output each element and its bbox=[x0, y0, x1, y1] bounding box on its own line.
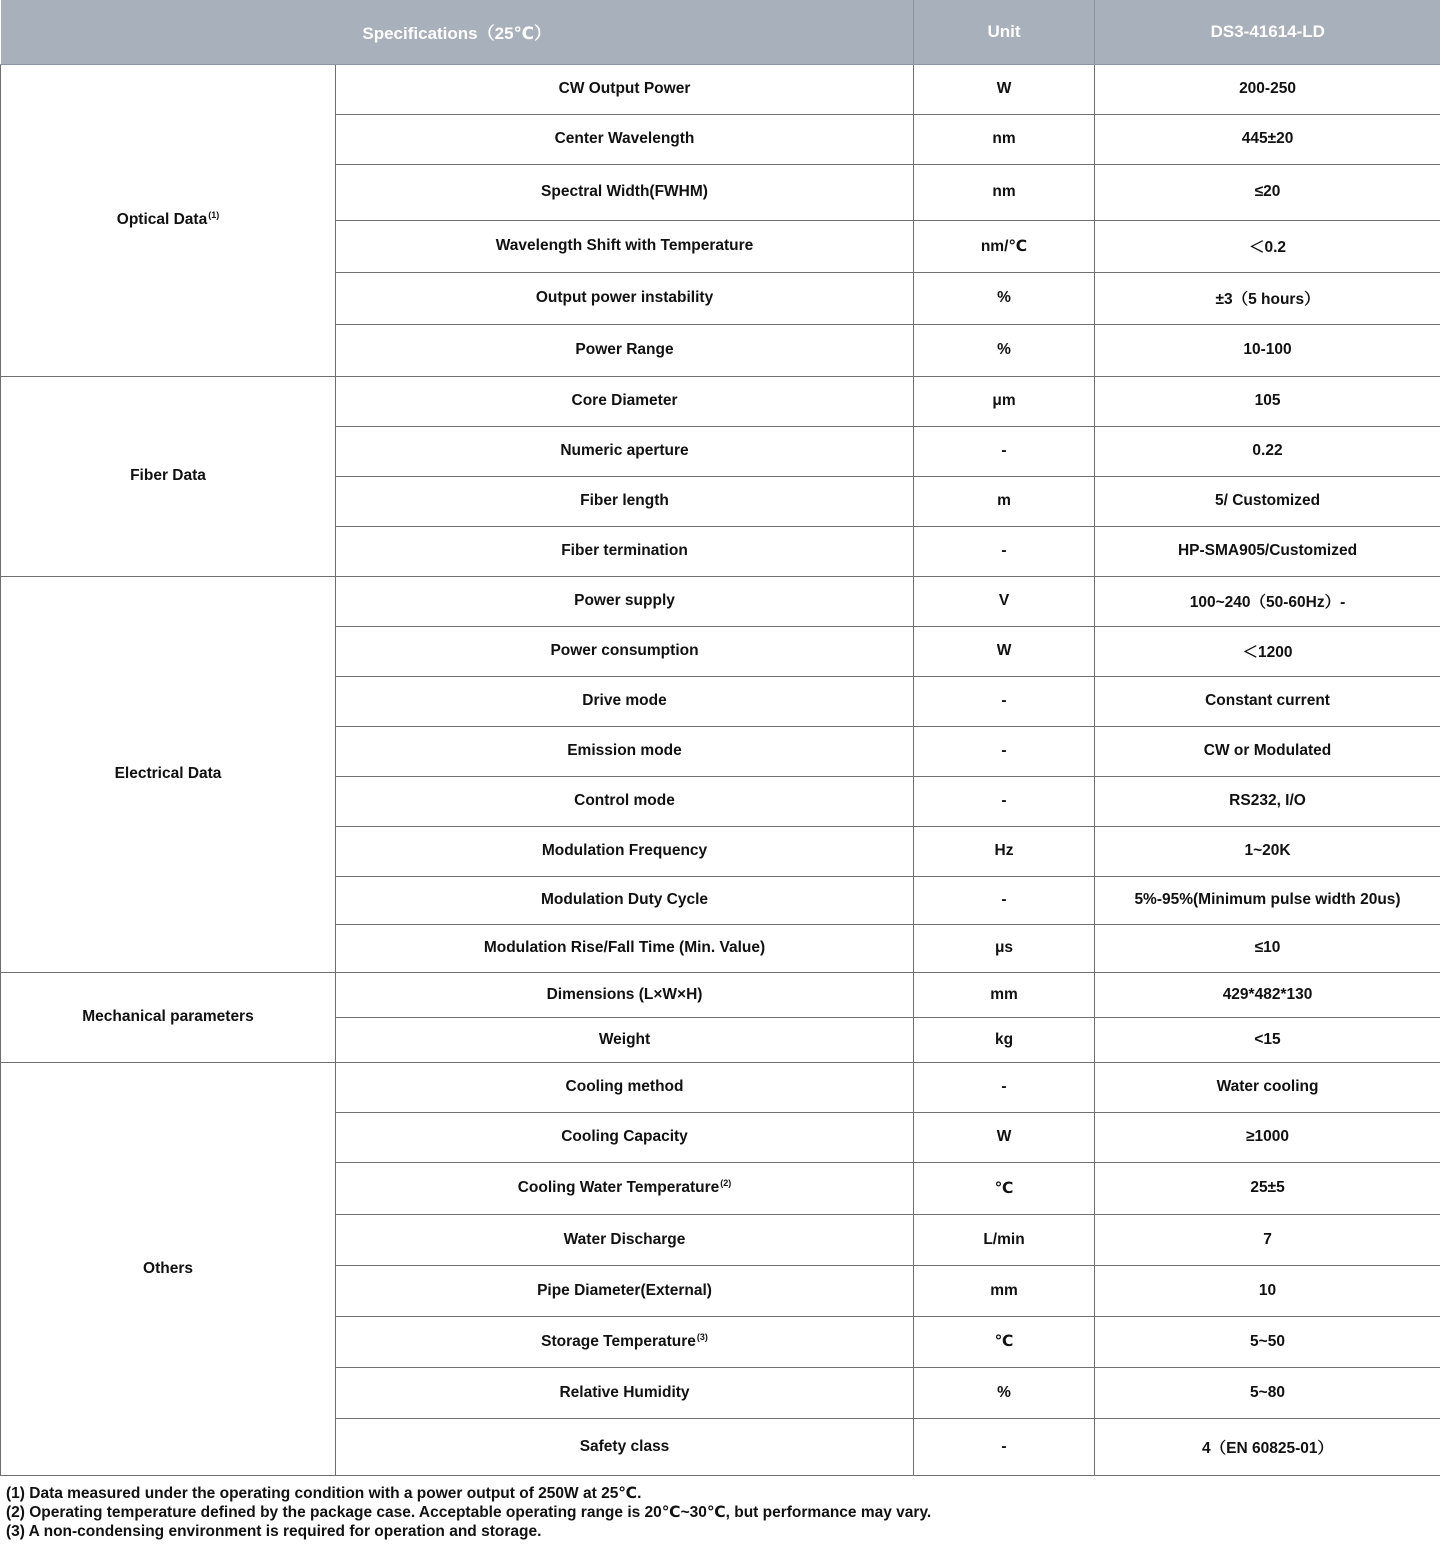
unit-cell: - bbox=[914, 776, 1095, 826]
unit-cell: ℃ bbox=[914, 1162, 1095, 1214]
parameter-cell bbox=[336, 876, 914, 924]
group-label bbox=[1, 576, 336, 972]
parameter-cell bbox=[336, 776, 914, 826]
value-cell: 4（EN 60825-01） bbox=[1095, 1418, 1440, 1475]
parameter-name: Relative Humidity bbox=[559, 1383, 690, 1401]
value-cell: 0.22 bbox=[1095, 426, 1440, 476]
footnote-marker: (2) bbox=[720, 1178, 732, 1189]
unit-cell: nm bbox=[914, 114, 1095, 164]
footnote: (2) Operating temperature defined by the package case. Acceptable operating range is 20℃~30℃, but performance may vary. bbox=[6, 1504, 932, 1521]
parameter-name: Modulation Frequency bbox=[541, 842, 708, 859]
parameter-cell bbox=[336, 1017, 914, 1062]
parameter-cell bbox=[336, 64, 914, 114]
parameter-name: Center Wavelength bbox=[554, 130, 695, 147]
parameter-name: Safety class bbox=[579, 1437, 670, 1455]
unit-cell: nm bbox=[914, 164, 1095, 220]
value-cell: Water cooling bbox=[1095, 1062, 1440, 1112]
parameter-cell bbox=[336, 972, 914, 1017]
table-body bbox=[1, 64, 1440, 1475]
group-label bbox=[1, 64, 336, 376]
parameter-cell bbox=[336, 676, 914, 726]
unit-cell: W bbox=[914, 64, 1095, 114]
parameter-name: Weight bbox=[598, 1030, 651, 1048]
unit-cell: % bbox=[914, 324, 1095, 376]
parameter-cell bbox=[336, 476, 914, 526]
parameter-cell bbox=[336, 1418, 914, 1475]
value-cell: 25±5 bbox=[1095, 1162, 1440, 1214]
value-cell: 1~20K bbox=[1095, 826, 1440, 876]
model-header: DS3-41614-LD bbox=[1095, 0, 1440, 64]
value-cell: 445±20 bbox=[1095, 114, 1440, 164]
parameter-name: Power supply bbox=[574, 592, 675, 609]
parameter-cell bbox=[336, 164, 914, 220]
parameter-name: Storage Temperature bbox=[541, 1333, 696, 1351]
parameter-cell bbox=[336, 220, 914, 272]
unit-cell: - bbox=[914, 526, 1095, 576]
parameter-name: Output power instability bbox=[535, 289, 714, 306]
table-row bbox=[1, 576, 1440, 626]
unit-cell: μm bbox=[914, 376, 1095, 426]
parameter-cell bbox=[336, 426, 914, 476]
unit-header: Unit bbox=[914, 0, 1095, 64]
value-cell: 10 bbox=[1095, 1265, 1440, 1316]
value-cell: 5/ Customized bbox=[1095, 476, 1440, 526]
parameter-name: CW Output Power bbox=[558, 80, 691, 97]
value-cell: 5~50 bbox=[1095, 1316, 1440, 1367]
unit-cell: μs bbox=[914, 924, 1095, 972]
unit-cell: % bbox=[914, 1367, 1095, 1418]
value-cell: ≥1000 bbox=[1095, 1112, 1440, 1162]
value-cell: ≤20 bbox=[1095, 164, 1440, 220]
group-name: Others bbox=[143, 1259, 193, 1277]
value-cell: 5~80 bbox=[1095, 1367, 1440, 1418]
group-name: Fiber Data bbox=[130, 467, 206, 484]
parameter-name: Fiber length bbox=[580, 492, 669, 509]
unit-cell: kg bbox=[914, 1017, 1095, 1062]
value-cell: 200-250 bbox=[1095, 64, 1440, 114]
parameter-cell bbox=[336, 826, 914, 876]
table-row bbox=[1, 1062, 1440, 1112]
parameter-name: Spectral Width(FWHM) bbox=[541, 183, 708, 200]
footnote-marker: (1) bbox=[208, 210, 220, 221]
value-cell: 429*482*130 bbox=[1095, 972, 1440, 1017]
parameter-cell bbox=[336, 726, 914, 776]
parameter-name: Water Discharge bbox=[563, 1230, 686, 1248]
value-cell: 10-100 bbox=[1095, 324, 1440, 376]
parameter-cell bbox=[336, 1112, 914, 1162]
parameter-cell bbox=[336, 376, 914, 426]
parameter-cell bbox=[336, 1162, 914, 1214]
parameter-cell bbox=[336, 1316, 914, 1367]
unit-cell: W bbox=[914, 626, 1095, 676]
table-header-row bbox=[1, 0, 1440, 64]
value-cell: 105 bbox=[1095, 376, 1440, 426]
group-label bbox=[1, 376, 336, 576]
unit-cell: nm/℃ bbox=[914, 220, 1095, 272]
parameter-name: Drive mode bbox=[582, 692, 667, 709]
value-cell: ±3（5 hours） bbox=[1095, 272, 1440, 324]
parameter-name: Cooling method bbox=[565, 1078, 684, 1095]
value-cell: HP-SMA905/Customized bbox=[1095, 526, 1440, 576]
unit-cell: V bbox=[914, 576, 1095, 626]
value-cell: <15 bbox=[1095, 1017, 1440, 1062]
group-label bbox=[1, 1062, 336, 1475]
unit-cell: L/min bbox=[914, 1214, 1095, 1265]
parameter-name: Cooling Capacity bbox=[561, 1128, 688, 1145]
parameter-cell bbox=[336, 1367, 914, 1418]
unit-cell: - bbox=[914, 876, 1095, 924]
parameter-cell bbox=[336, 626, 914, 676]
value-cell: Constant current bbox=[1095, 676, 1440, 726]
parameter-cell bbox=[336, 1062, 914, 1112]
parameter-cell bbox=[336, 272, 914, 324]
value-cell: ＜0.2 bbox=[1095, 220, 1440, 272]
footnote-marker: (3) bbox=[696, 1331, 708, 1342]
value-cell: ＜1200 bbox=[1095, 626, 1440, 676]
parameter-cell bbox=[336, 324, 914, 376]
unit-cell: W bbox=[914, 1112, 1095, 1162]
unit-cell: - bbox=[914, 1418, 1095, 1475]
unit-cell: - bbox=[914, 676, 1095, 726]
parameter-name: Fiber termination bbox=[561, 542, 688, 559]
footnotes bbox=[6, 1484, 1426, 1541]
group-name: Mechanical parameters bbox=[82, 1008, 254, 1025]
unit-cell: % bbox=[914, 272, 1095, 324]
parameter-name: Wavelength Shift with Temperature bbox=[495, 237, 754, 254]
parameter-cell bbox=[336, 924, 914, 972]
value-cell: ≤10 bbox=[1095, 924, 1440, 972]
value-cell: 5%-95%(Minimum pulse width 20us) bbox=[1095, 876, 1440, 924]
unit-cell: mm bbox=[914, 972, 1095, 1017]
table-row bbox=[1, 64, 1440, 114]
unit-cell: m bbox=[914, 476, 1095, 526]
value-cell: CW or Modulated bbox=[1095, 726, 1440, 776]
parameter-cell bbox=[336, 1265, 914, 1316]
unit-cell: mm bbox=[914, 1265, 1095, 1316]
value-cell: RS232, I/O bbox=[1095, 776, 1440, 826]
parameter-cell bbox=[336, 526, 914, 576]
parameter-name: Dimensions (L×W×H) bbox=[546, 985, 703, 1003]
unit-cell: - bbox=[914, 726, 1095, 776]
parameter-name: Control mode bbox=[574, 792, 675, 809]
footnote: (3) A non-condensing environment is required for operation and storage. bbox=[6, 1523, 542, 1540]
value-cell: 100~240（50-60Hz）- bbox=[1095, 576, 1440, 626]
parameter-name: Power consumption bbox=[550, 642, 699, 659]
parameter-name: Power Range bbox=[575, 341, 674, 358]
parameter-cell bbox=[336, 1214, 914, 1265]
parameter-name: Numeric aperture bbox=[560, 442, 689, 459]
group-label bbox=[1, 972, 336, 1062]
parameter-name: Modulation Duty Cycle bbox=[540, 891, 709, 908]
parameter-cell bbox=[336, 576, 914, 626]
table-row bbox=[1, 972, 1440, 1017]
unit-cell: ℃ bbox=[914, 1316, 1095, 1367]
parameter-cell bbox=[336, 114, 914, 164]
group-name: Electrical Data bbox=[114, 765, 222, 782]
parameter-name: Cooling Water Temperature bbox=[517, 1179, 720, 1197]
footnote: (1) Data measured under the operating condition with a power output of 250W at 25℃. bbox=[6, 1485, 642, 1502]
parameter-name: Emission mode bbox=[567, 742, 682, 759]
parameter-name: Core Diameter bbox=[571, 392, 678, 409]
group-name: Optical Data bbox=[116, 211, 208, 229]
parameter-name: Modulation Rise/Fall Time (Min. Value) bbox=[483, 939, 766, 956]
unit-cell: - bbox=[914, 1062, 1095, 1112]
table-row bbox=[1, 376, 1440, 426]
unit-cell: - bbox=[914, 426, 1095, 476]
value-cell: 7 bbox=[1095, 1214, 1440, 1265]
spec-header: Specifications（25℃） bbox=[1, 0, 914, 64]
unit-cell: Hz bbox=[914, 826, 1095, 876]
parameter-name: Pipe Diameter(External) bbox=[537, 1281, 712, 1299]
